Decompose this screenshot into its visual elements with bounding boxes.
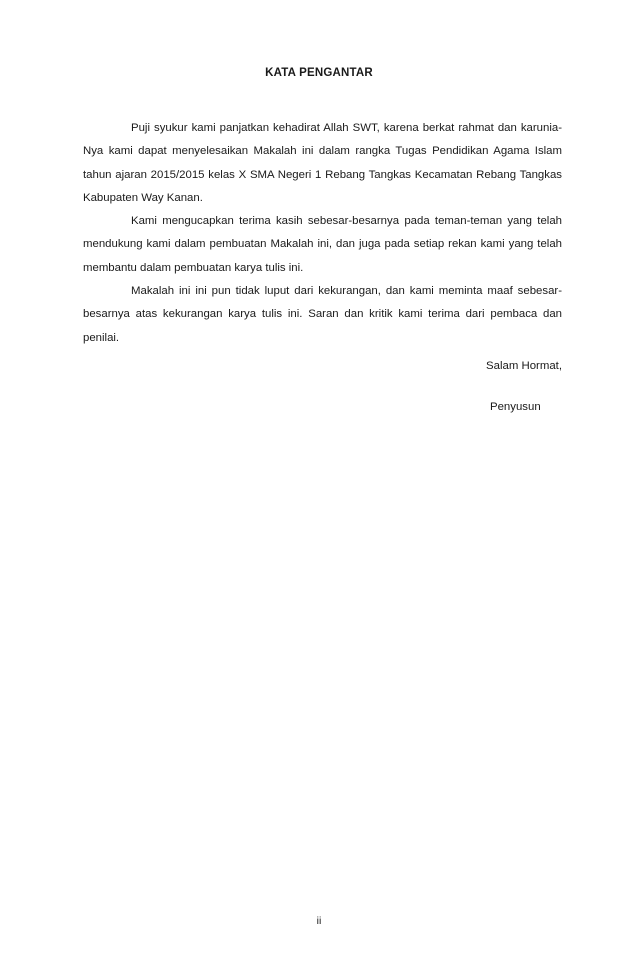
page-number: ii [316, 915, 322, 927]
page-title: KATA PENGANTAR [265, 67, 373, 79]
body-text [83, 117, 562, 350]
author-signature: Penyusun [490, 401, 541, 413]
paragraph-3: Makalah ini ini pun tidak luput dari kekurangan, dan kami meminta maaf sebesar-besarnya atas kekurangan karya tulis ini. Saran dan kritik kami terima dari pembaca dan penilai. [83, 285, 562, 344]
paragraph-2: Kami mengucapkan terima kasih sebesar-besarnya pada teman-teman yang telah mendukung kami dalam pembuatan Makalah ini, dan juga pada setiap rekan kami yang telah membantu dalam pembuatan karya tulis ini. [83, 215, 562, 274]
paragraph-1: Puji syukur kami panjatkan kehadirat Allah SWT, karena berkat rahmat dan karunia-Nya kami dapat menyelesaikan Makalah ini dalam rangka Tugas Pendidikan Agama Islam tahun ajaran 2015/2015 kelas X SMA Negeri 1 Rebang Tangkas Kecamatan Rebang Tangkas Kabupaten Way Kanan. [83, 122, 562, 204]
closing-salutation: Salam Hormat, [486, 360, 562, 372]
